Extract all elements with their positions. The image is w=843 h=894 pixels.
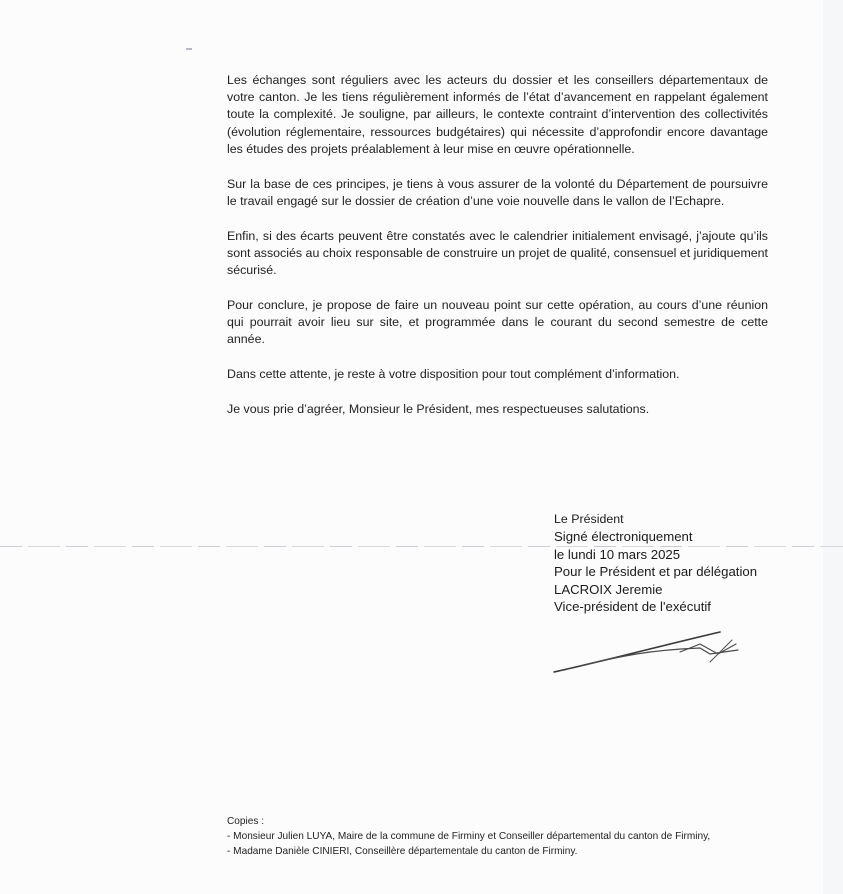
signatory-name: LACROIX Jeremie [554,581,663,597]
paragraph-salutation: Je vous prie d’agréer, Monsieur le Président, mes respectueuses salutations. [227,401,650,416]
signed-electronically: Signé électroniquement [554,529,693,545]
paragraph-commitment: Sur la base de ces principes, je tiens à vous assurer de la volonté du Département de poursuivre le travail engagé sur le dossier de création d’une voie nouvelle dans le vallon de l’Echapre. [227,176,768,208]
paragraph-schedule: Enfin, si des écarts peuvent être constatés avec le calendrier initialement envisagé, j’ajoute qu’ils sont associés au choix responsable de construire un projet de qualité, consensuel et juridiquement sécurisé. [227,228,768,278]
signatory-role: Le Président [554,512,624,526]
signature-date: le lundi 10 mars 2025 [554,546,681,562]
delegation-note: Pour le Président et par délégation [554,564,758,580]
scan-edge [823,0,843,894]
paragraph-status: Les échanges sont réguliers avec les acteurs du dossier et les conseillers départementaux de votre canton. Je les tiens régulièrement informés de l’état d’avancement en rappelant également toute la complexité. Je souligne, par ailleurs, le contexte contraint d’intervention des collectivités (évolution réglementaire, ressources budgétaires) qui nécessite d’approfondir encore davantage les études des projets préalablement à leur mise en œuvre opérationnelle. [227,73,768,156]
letter-body [227,72,768,436]
copy-recipient: - Madame Danièle CINIERI, Conseillère départementale du canton de Firminy. [227,846,578,857]
signatory-title: Vice-président de l'exécutif [554,599,711,615]
scan-speck [186,48,192,50]
copies-section [227,814,710,859]
signature-block [554,511,757,615]
paragraph-conclusion: Pour conclure, je propose de faire un nouveau point sur cette opération, au cours d’une réunion qui pourrait avoir lieu sur site, et programmée dans le courant du second semestre de cette année. [227,297,768,347]
handwritten-signature [550,618,750,680]
copy-recipient: - Monsieur Julien LUYA, Maire de la commune de Firminy et Conseiller départemental du canton de Firminy, [227,831,711,842]
copies-heading: Copies : [227,816,265,827]
paragraph-availability: Dans cette attente, je reste à votre disposition pour tout complément d’information. [227,367,680,382]
